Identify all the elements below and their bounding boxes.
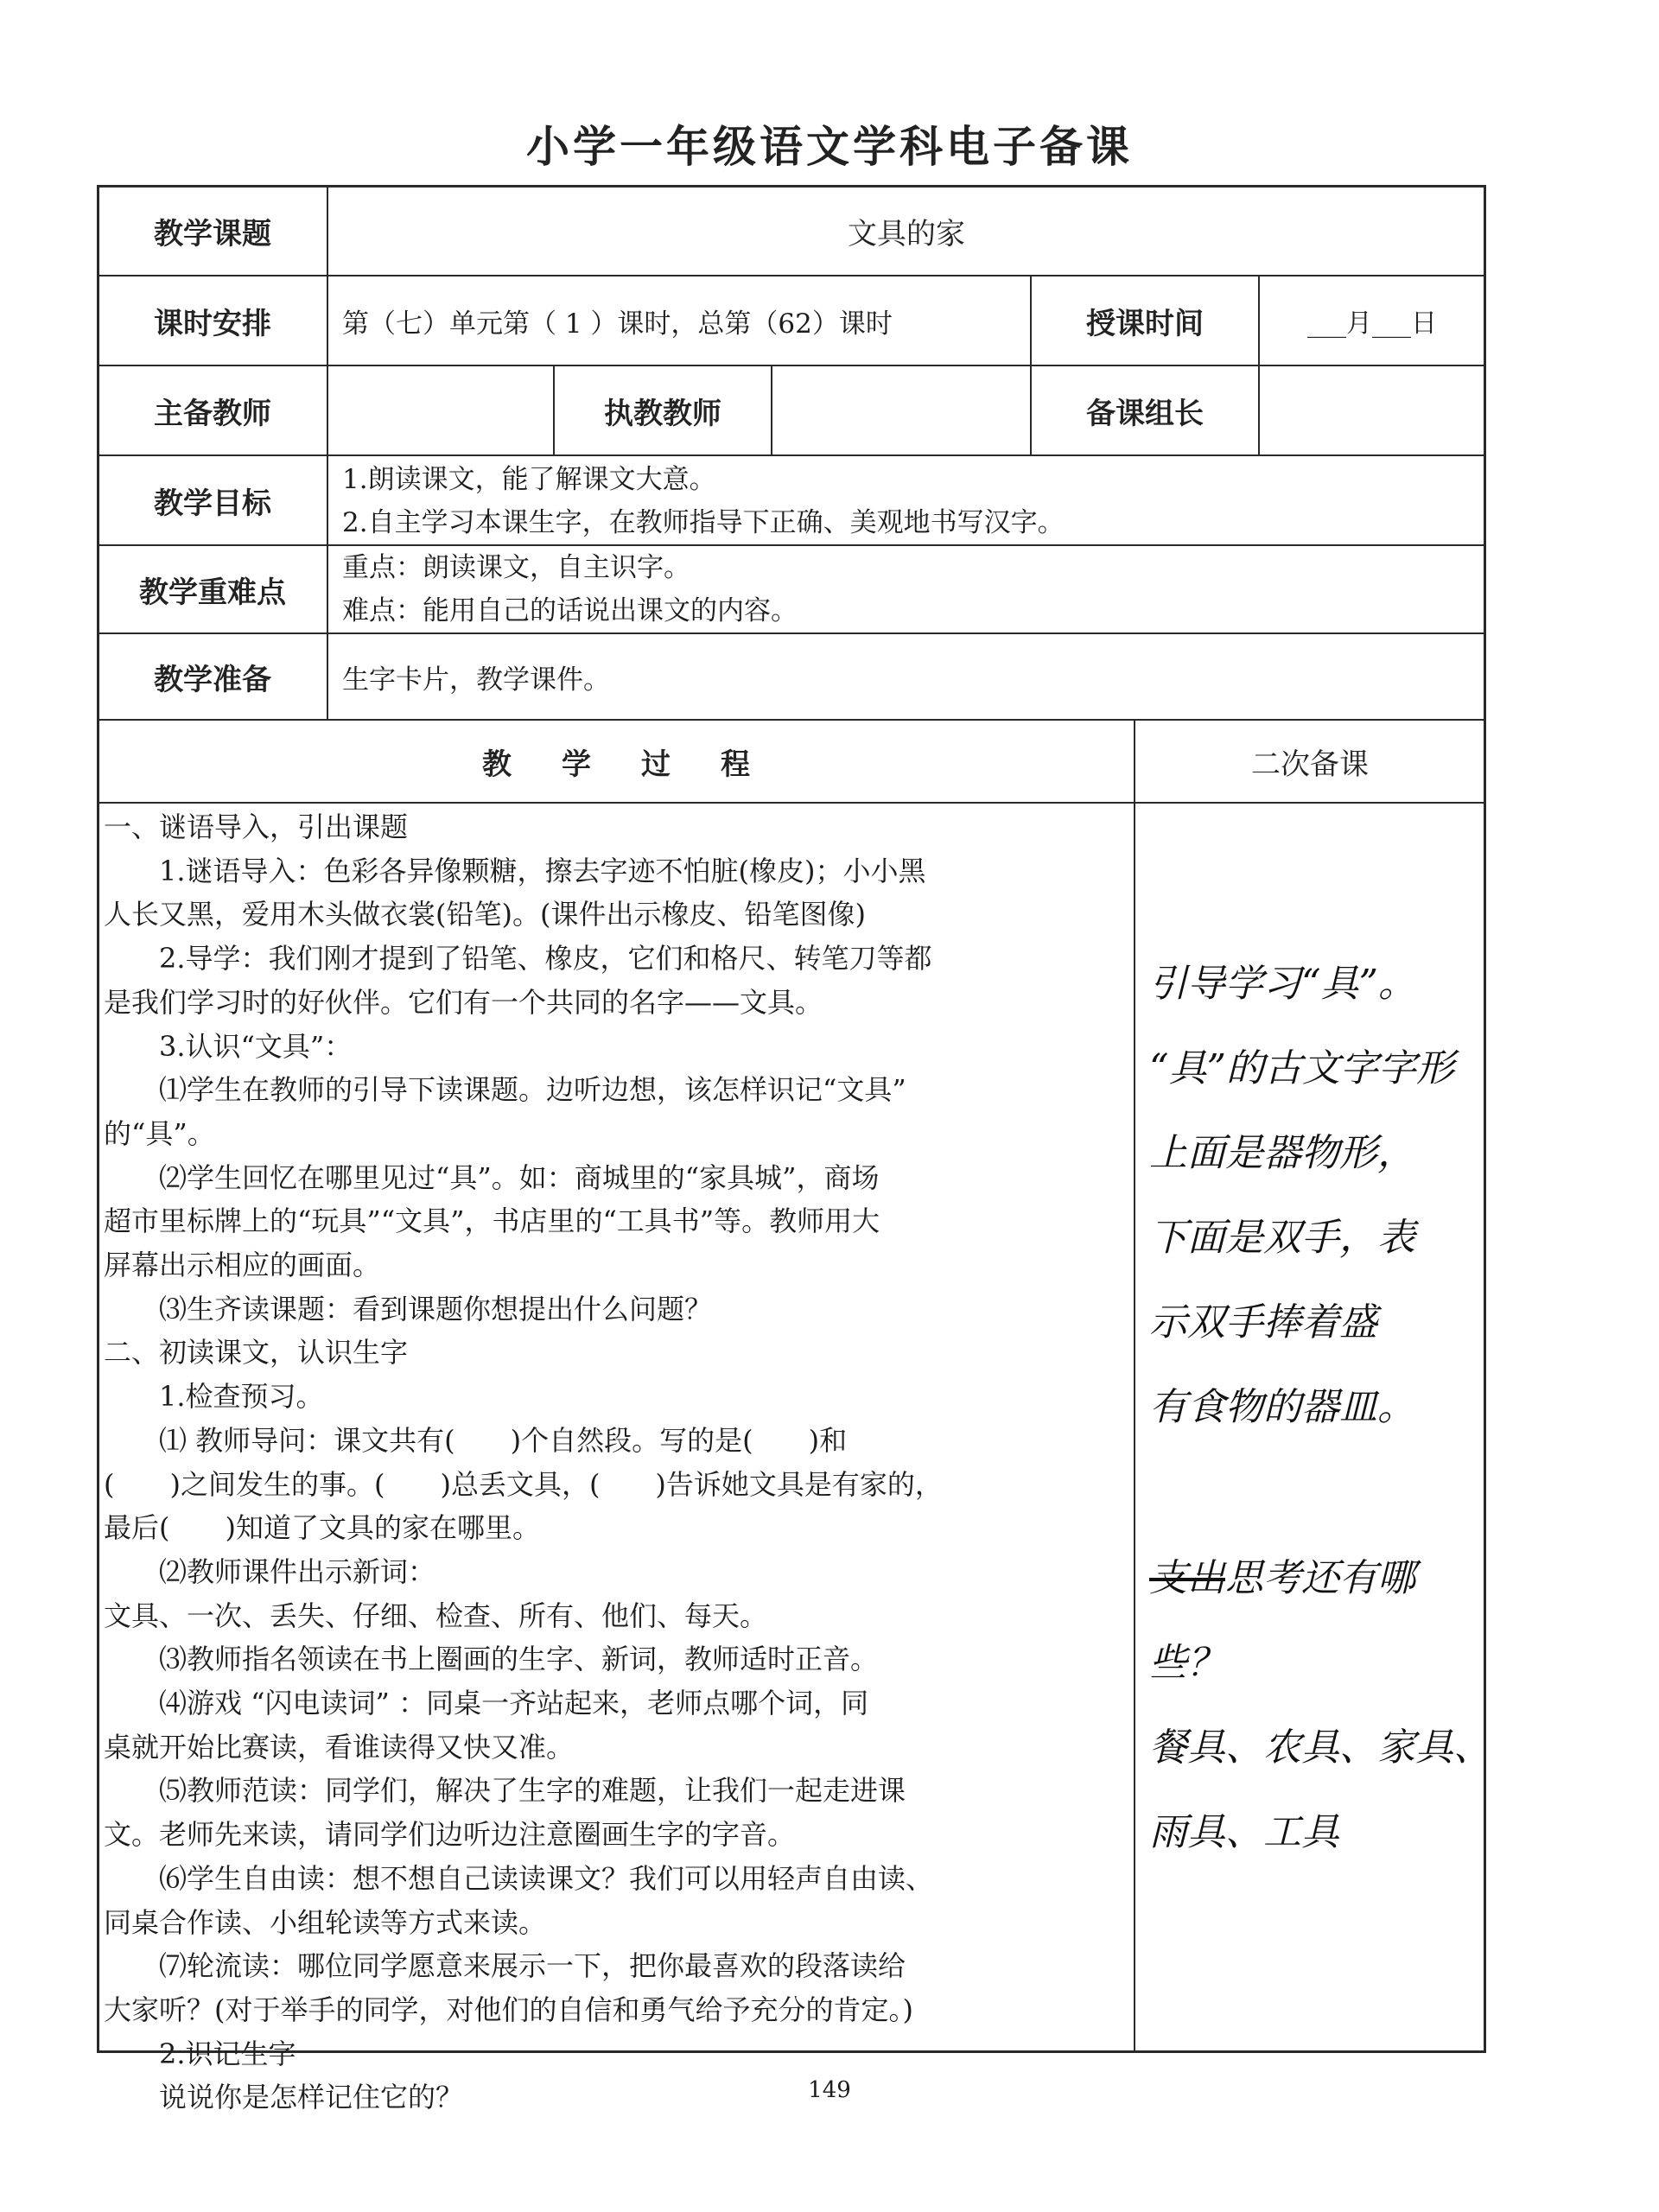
time-label: 授课时间 (1086, 306, 1204, 341)
group-leader-label: 备课组长 (1086, 396, 1204, 431)
process-line: 文。老师先来读，请同学们边听边注意圈画生字的字音。 (104, 1818, 796, 1852)
process-line: 2.识记生字 (159, 2037, 296, 2070)
col-divider (771, 365, 772, 454)
process-line: ⑵学生回忆在哪里见过“具”。如：商城里的“家具城”，商场 (159, 1160, 880, 1194)
process-line: 最后( )知道了文具的家在哪里。 (104, 1511, 540, 1545)
process-line: 屏幕出示相应的画面。 (104, 1249, 381, 1282)
keypoints-list (342, 546, 798, 632)
process-header: 教学过程 (482, 747, 800, 782)
keypoints-label: 教学重难点 (139, 575, 286, 610)
prep-label: 教学准备 (154, 662, 271, 697)
process-body (104, 805, 1123, 2120)
note-line: 引导学习“具”。 (1149, 962, 1416, 1006)
note-line: 有食物的器皿。 (1149, 1385, 1415, 1429)
process-line: ⑸教师范读：同学们，解决了生字的难题，让我们一起走进课 (159, 1774, 906, 1808)
goals-list (342, 458, 1065, 544)
goal-item: 1.朗读课文，能了解课文大意。 (342, 464, 716, 495)
process-line: ⑶生齐读课题：看到课题你想提出什么问题？ (159, 1292, 713, 1325)
process-line: 人长又黑，爱用木头做衣裳(铅笔)。(课件出示橡皮、铅笔图像) (104, 898, 866, 931)
page-number: 149 (808, 2077, 851, 2103)
keypoint-item: 重点：朗读课文，自主识字。 (342, 552, 690, 583)
topic-label: 教学课题 (154, 216, 271, 251)
time-value: ___月___日 (1307, 308, 1437, 339)
section-heading: 一、谜语导入，引出课题 (104, 810, 409, 843)
process-line: 大家听？(对于举手的同学，对他们的自信和勇气给予充分的肯定。) (104, 1993, 913, 2026)
keypoint-item: 难点：能用自己的话说出课文的内容。 (342, 595, 798, 626)
lead-teacher-label: 主备教师 (154, 396, 271, 431)
goals-label: 教学目标 (154, 486, 271, 521)
process-line: 的“具”。 (104, 1116, 215, 1150)
topic-value: 文具的家 (848, 216, 965, 251)
process-line: ⑹学生自由读：想不想自己读读课文？我们可以用轻声自由读、 (159, 1861, 934, 1895)
process-line: 说说你是怎样记住它的？ (159, 2081, 464, 2114)
second-prep-header: 二次备课 (1251, 747, 1369, 782)
process-line: 1.检查预习。 (159, 1380, 324, 1414)
note-line: 雨具、工具 (1149, 1810, 1339, 1854)
note-line: 下面是双手，表 (1149, 1216, 1415, 1260)
process-line: 3.认识“文具”： (159, 1029, 353, 1063)
note-line: 些？ (1149, 1641, 1225, 1685)
process-line: 是我们学习时的好伙伴。它们有一个共同的名字——文具。 (104, 985, 823, 1019)
teaching-teacher-label: 执教教师 (604, 396, 721, 431)
schedule-label: 课时安排 (154, 306, 271, 341)
process-line: ⑺轮流读：哪位同学愿意来展示一下，把你最喜欢的段落读给 (159, 1949, 906, 1983)
struck-text: 支出 (1149, 1556, 1225, 1600)
col-divider (1134, 719, 1135, 2053)
prep-value: 生字卡片，教学课件。 (342, 664, 610, 696)
process-line: ⑵教师课件出示新词： (159, 1554, 436, 1588)
row-divider (97, 802, 1486, 804)
handwritten-notes (1149, 942, 1491, 1875)
process-line: 2.导学：我们刚才提到了铅笔、橡皮，它们和格尺、转笔刀等都 (159, 942, 932, 976)
note-line: 示双手捧着盛 (1149, 1300, 1377, 1344)
schedule-value: 第（七）单元第（ 1 ）课时，总第（62）课时 (342, 308, 893, 340)
process-line: ⑷游戏 “闪电读词” ：同桌一齐站起来，老师点哪个词，同 (159, 1687, 869, 1720)
process-line: ⑶教师指名领读在书上圈画的生字、新词，教师适时正音。 (159, 1643, 879, 1676)
note-text: 思考还有哪 (1225, 1556, 1415, 1600)
page-title: 小学一年级语文学科电子备课 (526, 122, 1133, 172)
process-line: ( )之间发生的事。( )总丢文具，( )告诉她文具是有家的， (104, 1467, 943, 1501)
note-line: 上面是器物形， (1149, 1131, 1415, 1175)
process-line: ⑴ 教师导问：课文共有( )个自然段。写的是( )和 (159, 1423, 848, 1457)
process-line: 1.谜语导入：色彩各异像颗糖，擦去字迹不怕脏(橡皮)；小小黑 (159, 854, 926, 887)
section-heading: 二、初读课文，认识生字 (104, 1336, 409, 1370)
process-line: 桌就开始比赛读，看谁读得又快又准。 (104, 1730, 575, 1764)
process-line: 文具、一次、丢失、仔细、检查、所有、他们、每天。 (104, 1599, 768, 1632)
goal-item: 2.自主学习本课生字，在教师指导下正确、美观地书写汉字。 (342, 507, 1065, 538)
process-line: ⑴学生在教师的引导下读课题。边听边想，该怎样识记“文具” (159, 1073, 906, 1107)
note-line: “具”的古文字字形 (1149, 1046, 1454, 1090)
process-line: 超市里标牌上的“玩具”“文具”，书店里的“工具书”等。教师用大 (104, 1205, 880, 1238)
process-line: 同桌合作读、小组轮读等方式来读。 (104, 1905, 547, 1939)
note-line: 餐具、农具、家具、 (1149, 1726, 1491, 1770)
note-line (1149, 1536, 1478, 1621)
